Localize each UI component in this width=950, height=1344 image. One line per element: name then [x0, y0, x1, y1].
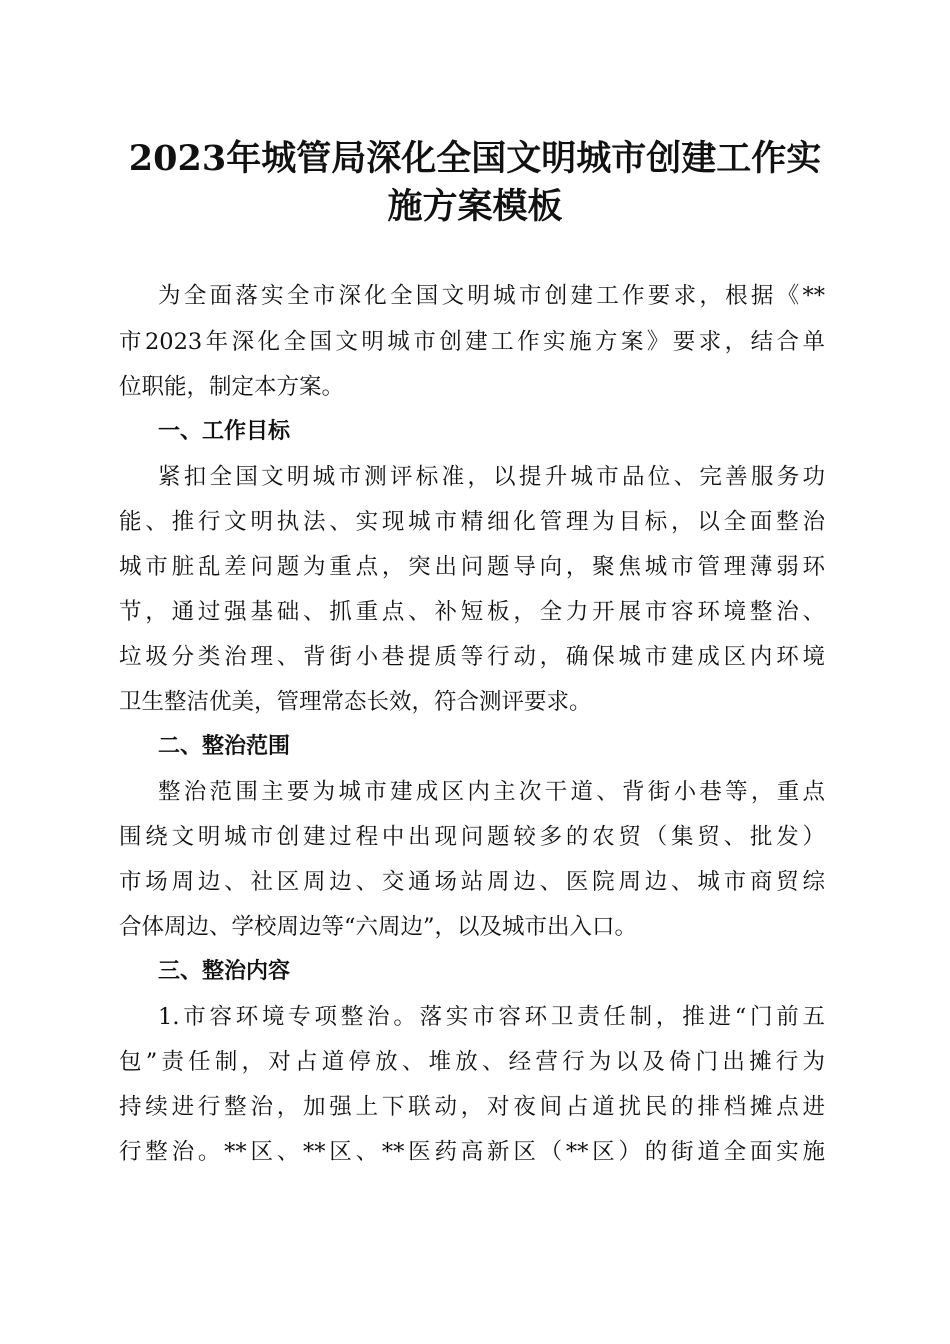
section-heading-goals: 一、工作目标: [158, 419, 291, 444]
section-heading-scope: 二、整治范围: [158, 734, 291, 759]
section1-line-5: 垃圾分类治理、背街小巷提质等行动，确保城市建成区内环境: [119, 644, 825, 670]
section1-line-2: 能、推行文明执法、实现城市精细化管理为目标，以全面整治: [119, 509, 825, 535]
section2-line-4: 合体周边、学校周边等“六周边”，以及城市出入口。: [119, 914, 638, 940]
section3-line-4: 行整治。**区、**区、**医药高新区（**区）的街道全面实施: [119, 1139, 825, 1165]
section1-line-1: 紧扣全国文明城市测评标准，以提升城市品位、完善服务功: [158, 464, 825, 490]
section2-line-3: 市场周边、社区周边、交通场站周边、医院周边、城市商贸综: [119, 869, 825, 895]
intro-line-3: 位职能，制定本方案。: [119, 374, 345, 400]
section1-line-4: 节，通过强基础、抓重点、补短板，全力开展市容环境整治、: [119, 599, 825, 625]
section1-line-3: 城市脏乱差问题为重点，突出问题导向，聚焦城市管理薄弱环: [119, 554, 825, 580]
section2-line-1: 整治范围主要为城市建成区内主次干道、背街小巷等，重点: [158, 779, 825, 805]
document-title-line-2: 施方案模板: [387, 186, 563, 227]
section1-line-6: 卫生整洁优美，管理常态长效，符合测评要求。: [119, 689, 592, 715]
document-title-line-1: 2023年城管局深化全国文明城市创建工作实: [128, 138, 822, 179]
section2-line-2: 围绕文明城市创建过程中出现问题较多的农贸（集贸、批发）: [119, 824, 825, 850]
section3-line-2: 包”责任制，对占道停放、堆放、经营行为以及倚门出摊行为: [119, 1049, 825, 1075]
intro-line-2: 市2023年深化全国文明城市创建工作实施方案》要求，结合单: [119, 329, 825, 355]
section3-line-3: 持续进行整治，加强上下联动，对夜间占道扰民的排档摊点进: [119, 1094, 825, 1120]
intro-line-1: 为全面落实全市深化全国文明城市创建工作要求，根据《**: [158, 283, 825, 309]
section-heading-content: 三、整治内容: [158, 959, 291, 984]
section3-line-1: 1.市容环境专项整治。落实市容环卫责任制，推进“门前五: [158, 1004, 825, 1030]
